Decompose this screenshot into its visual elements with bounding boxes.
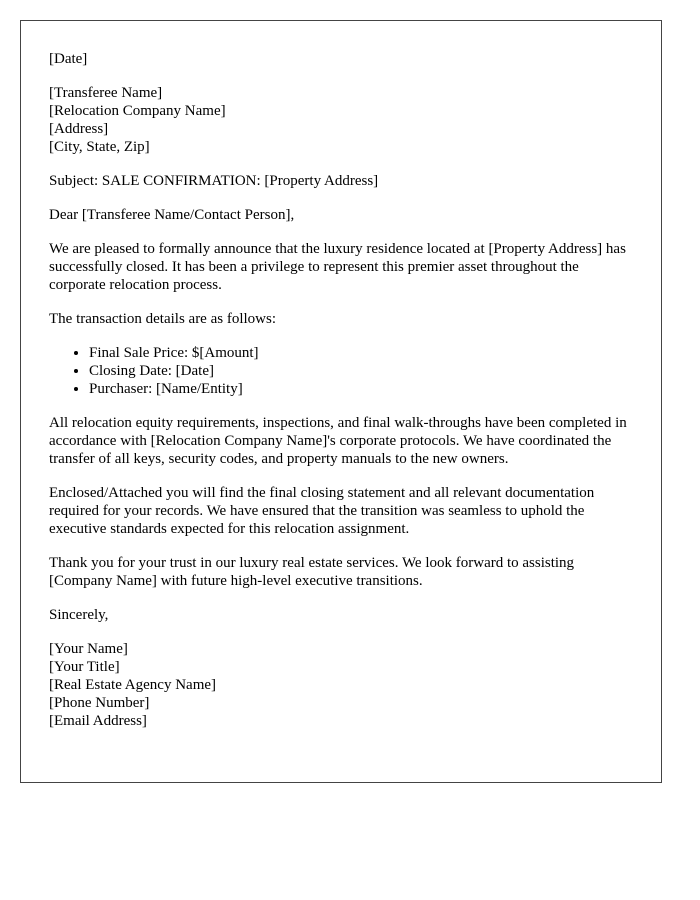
recipient-address-block — [49, 84, 633, 156]
signature-block — [49, 640, 633, 730]
list-item-sale-price: • Final Sale Price: $[Amount] — [89, 344, 633, 362]
signature-title: [Your Title] — [49, 659, 120, 675]
signature-name: [Your Name] — [49, 641, 128, 657]
transaction-details-list — [49, 344, 633, 398]
body-paragraph-announcement: We are pleased to formally announce that the luxury residence located at [Property Address] has successfully closed. It has been a privilege to represent this premier asset throughout the corporate relocation process. — [49, 241, 626, 293]
recipient-address: [Address] — [49, 121, 109, 137]
signature-email: [Email Address] — [49, 713, 147, 729]
letter-page — [20, 20, 662, 783]
salutation: Dear [Transferee Name/Contact Person], — [49, 207, 295, 223]
signature-phone: [Phone Number] — [49, 695, 150, 711]
subject-line: Subject: SALE CONFIRMATION: [Property Address] — [49, 173, 379, 189]
letter-date: [Date] — [49, 51, 88, 67]
signature-agency: [Real Estate Agency Name] — [49, 677, 217, 693]
body-paragraph-requirements: All relocation equity requirements, inspections, and final walk-throughs have been completed in accordance with [Relocation Company Name]'s corporate protocols. We have coordinated the transfer of all keys, security codes, and property manuals to the new owners. — [49, 415, 627, 467]
recipient-name: [Transferee Name] — [49, 85, 163, 101]
body-paragraph-thanks: Thank you for your trust in our luxury real estate services. We look forward to assisting [Company Name] with future high-level executive transitions. — [49, 555, 575, 589]
list-item-closing-date: • Closing Date: [Date] — [89, 362, 633, 380]
recipient-company: [Relocation Company Name] — [49, 103, 226, 119]
body-paragraph-enclosures: Enclosed/Attached you will find the final closing statement and all relevant documentation required for your records. We have ensured that the transition was seamless to uphold the executive standards expected for this relocation assignment. — [49, 485, 595, 537]
list-item-purchaser: • Purchaser: [Name/Entity] — [89, 380, 633, 398]
details-intro: The transaction details are as follows: — [49, 311, 277, 327]
recipient-city-state-zip: [City, State, Zip] — [49, 139, 150, 155]
closing: Sincerely, — [49, 607, 109, 623]
